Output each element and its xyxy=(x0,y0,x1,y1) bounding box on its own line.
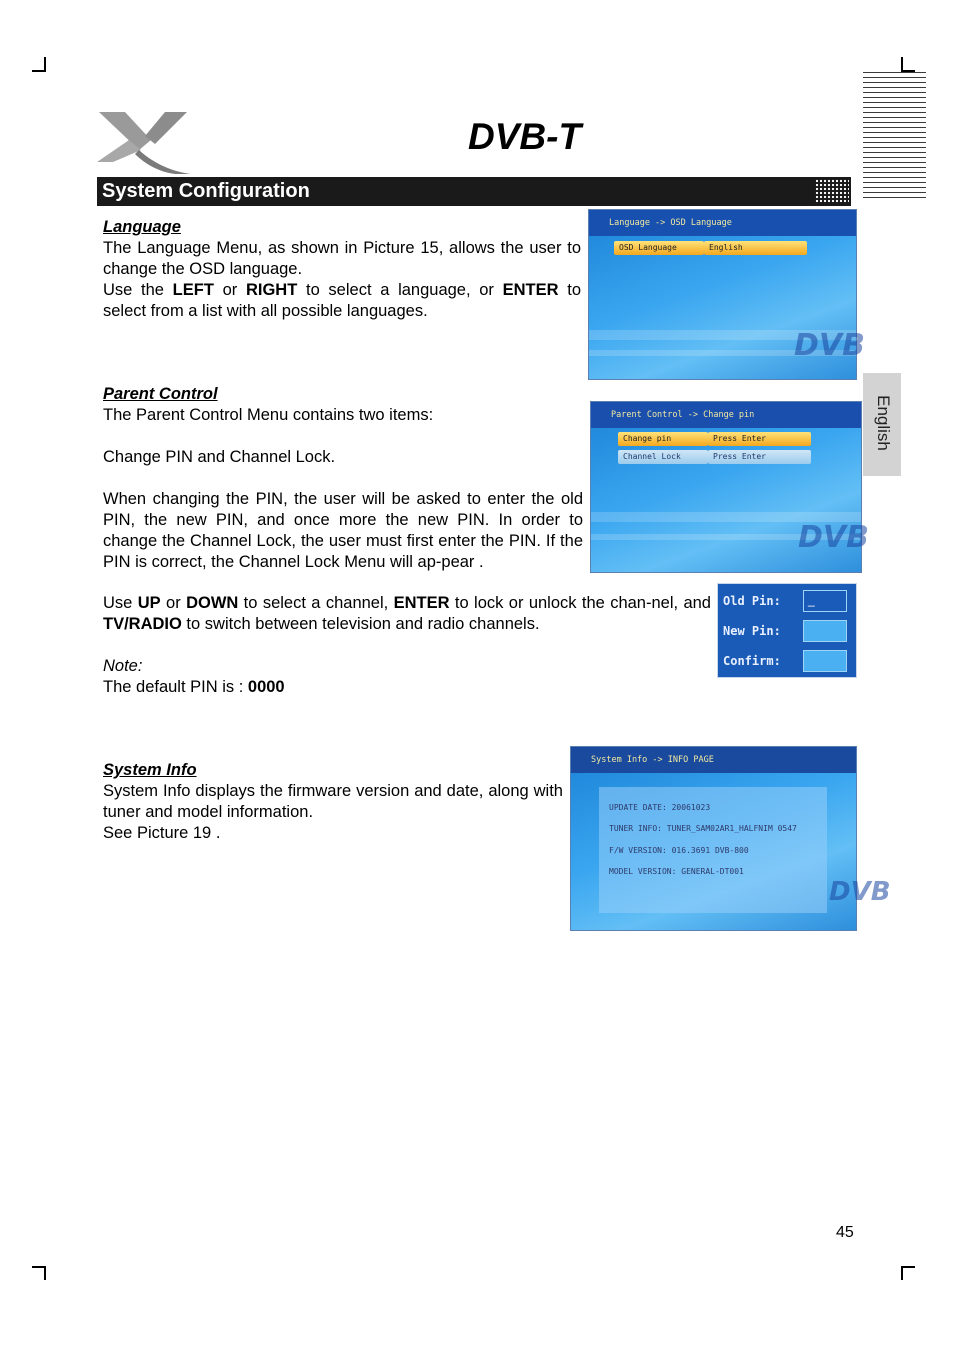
channel-lock-value: Press Enter xyxy=(708,450,811,464)
change-pin-item: Change pin xyxy=(618,432,708,446)
side-tab-label: English xyxy=(874,395,893,451)
tuner-info: TUNER INFO: TUNER_SAM02AR1_HALFNIM 0547 xyxy=(609,824,797,833)
pin-cursor: _ xyxy=(808,593,815,607)
system-info-heading: System Info xyxy=(103,761,197,779)
crop-mark xyxy=(44,1266,46,1280)
osd-language-screenshot xyxy=(588,209,865,380)
system-info-reference: See Picture 19 . xyxy=(103,824,221,842)
note-label: Note: xyxy=(103,657,143,675)
system-info-screenshot xyxy=(570,746,891,931)
dot-pattern xyxy=(815,179,849,204)
update-date: UPDATE DATE: 20061023 xyxy=(609,803,711,812)
crop-mark xyxy=(44,57,46,71)
parent-control-intro: The Parent Control Menu contains two items: xyxy=(103,406,434,424)
crop-mark xyxy=(901,1266,915,1268)
info-panel xyxy=(599,787,827,913)
screen-header: System Info -> INFO PAGE xyxy=(571,747,856,773)
parent-control-heading: Parent Control xyxy=(103,385,218,403)
language-instructions: Use the LEFT or RIGHT to select a language, or ENTER to select from a list with all possible languages. xyxy=(103,281,581,320)
system-info-paragraph: System Info displays the firmware version and date, along with tuner and model information. xyxy=(103,782,563,821)
crop-mark xyxy=(32,1266,46,1268)
pin-entry-screenshot xyxy=(717,583,857,678)
section-title: System Configuration xyxy=(102,180,310,202)
crop-mark xyxy=(901,57,903,71)
new-pin-label: New Pin: xyxy=(723,624,781,638)
brand-x-logo xyxy=(95,110,193,176)
system-info-section xyxy=(103,760,563,844)
parent-control-items: Change PIN and Channel Lock. xyxy=(103,448,336,466)
screen-header: Language -> OSD Language xyxy=(589,210,856,236)
page-number: 45 xyxy=(836,1224,854,1241)
confirm-pin-field xyxy=(803,650,847,672)
language-section xyxy=(103,217,581,322)
parent-control-section xyxy=(103,384,583,573)
osd-language-item: OSD Language xyxy=(614,241,704,255)
language-side-tab xyxy=(863,373,901,476)
parent-control-screenshot xyxy=(590,401,869,573)
fw-version: F/W VERSION: 016.3691 DVB-800 xyxy=(609,846,749,855)
page-title: DVB-T xyxy=(468,116,582,157)
model-version: MODEL VERSION: GENERAL-DT001 xyxy=(609,867,744,876)
language-paragraph: The Language Menu, as shown in Picture 15, allows the user to change the OSD language. xyxy=(103,239,581,278)
confirm-pin-label: Confirm: xyxy=(723,654,781,668)
screen-header: Parent Control -> Change pin xyxy=(591,402,861,428)
osd-language-value: English xyxy=(704,241,807,255)
change-pin-value: Press Enter xyxy=(708,432,811,446)
section-header-bar xyxy=(97,177,851,206)
language-heading: Language xyxy=(103,218,181,236)
dvb-logo-watermark: DVB xyxy=(794,328,865,363)
decorative-stripes xyxy=(863,72,926,200)
crop-mark xyxy=(901,1266,903,1280)
new-pin-field xyxy=(803,620,847,642)
crop-mark xyxy=(32,70,46,72)
old-pin-field xyxy=(803,590,847,612)
parent-control-instructions: Use UP or DOWN to select a channel, ENTER to lock or unlock the chan-nel, and TV/RADIO to switch between television and radio channels. xyxy=(103,594,711,633)
old-pin-label: Old Pin: xyxy=(723,594,781,608)
pin-note xyxy=(103,656,503,698)
note-text: The default PIN is : 0000 xyxy=(103,678,285,696)
parent-control-description: When changing the PIN, the user will be asked to enter the old PIN, the new PIN, and once more the new PIN. In order to change the Channel Lock, the user must first enter the PIN. If the PIN is correct, the Channel Lock Menu will ap-pear . xyxy=(103,490,583,571)
channel-lock-item: Channel Lock xyxy=(618,450,708,464)
dvb-logo-watermark: DVB xyxy=(798,520,869,555)
dvb-logo-watermark: DVB xyxy=(829,877,891,907)
